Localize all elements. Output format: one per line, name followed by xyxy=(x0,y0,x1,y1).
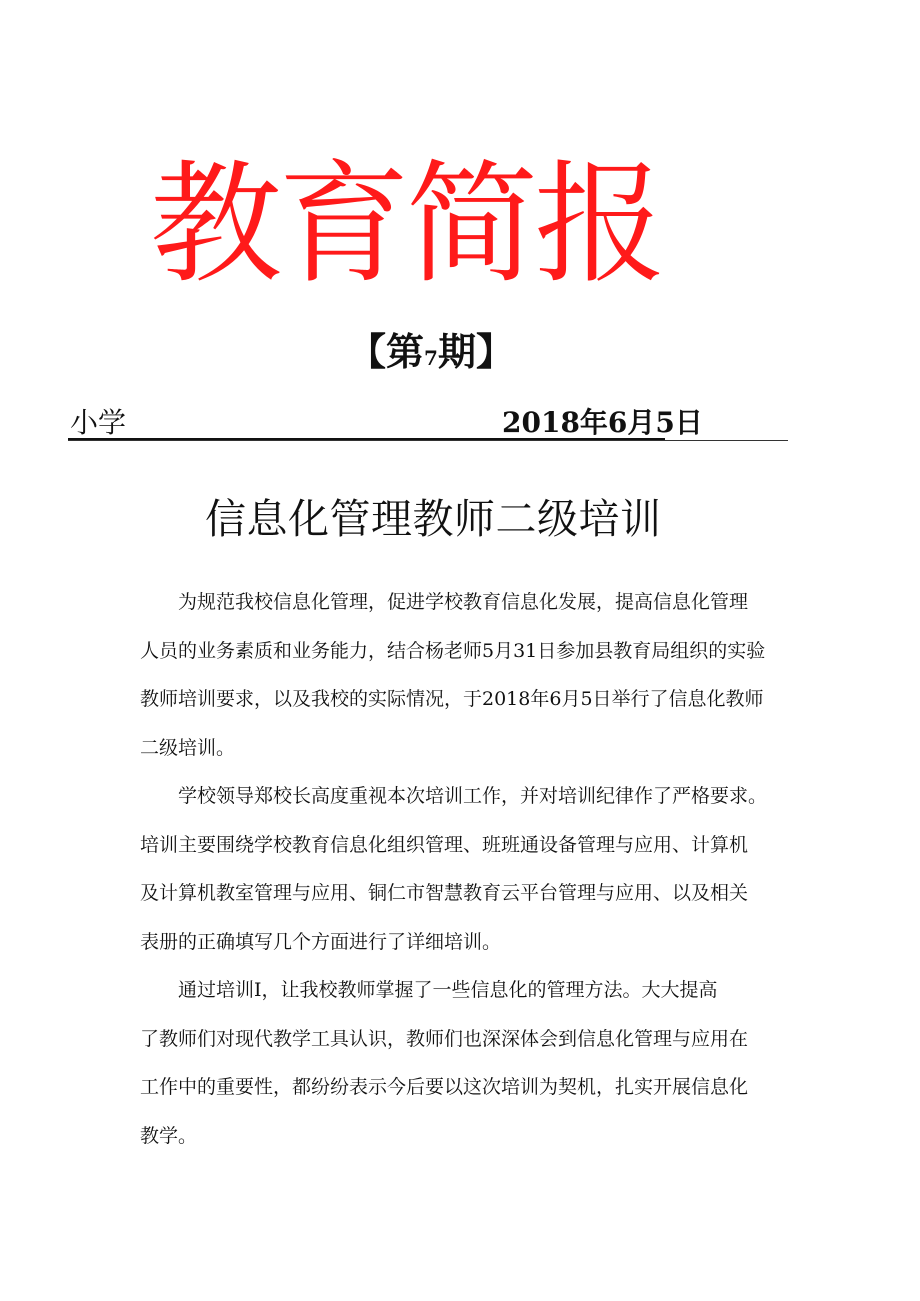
masthead-title: 教育简报 xyxy=(150,148,662,302)
paragraph-line: 学校领导郑校长高度重视本次培训工作，并对培训纪律作了严格要求。 xyxy=(140,785,768,807)
article-title: 信息化管理教师二级培训 xyxy=(205,495,662,543)
paragraph-line: 了教师们对现代教学工具认识，教师们也深深体会到信息化管理与应用在 xyxy=(140,1027,749,1050)
paragraph-line: 二级培训。 xyxy=(140,736,236,759)
paragraph xyxy=(140,966,800,1160)
issue-close: 期】 xyxy=(437,329,514,374)
paragraph xyxy=(140,578,800,772)
issue-open: 【第 xyxy=(348,329,425,374)
school-name: 小学 xyxy=(70,406,127,439)
paragraph-line: 教学。 xyxy=(140,1124,198,1147)
issue-number-label xyxy=(348,322,514,382)
article-body xyxy=(140,578,800,1160)
paragraph-line: 表册的正确填写几个方面进行了详细培训。 xyxy=(140,930,502,953)
meta-row xyxy=(68,405,788,443)
issue-number: 7 xyxy=(424,346,438,370)
paragraph-line: 人员的业务素质和业务能力，结合杨老师5月31日参加县教育局组织的实验 xyxy=(140,639,766,662)
paragraph-line: 及计算机教室管理与应用、铜仁市智慧教育云平台管理与应用、以及相关 xyxy=(140,882,749,904)
paragraph-line: 为规范我校信息化管理，促进学校教育信息化发展，提高信息化管理 xyxy=(140,591,749,613)
paragraph-line: 通过培训I，让我校教师掌握了一些信息化的管理方法。大大提高 xyxy=(140,979,718,1001)
paragraph-line: 培训主要围绕学校教育信息化组织管理、班班通设备管理与应用、计算机 xyxy=(140,833,749,856)
paragraph-line: 工作中的重要性，都纷纷表示今后要以这次培训为契机，扎实开展信息化 xyxy=(140,1076,749,1098)
paragraph xyxy=(140,772,800,966)
paragraph-line: 教师培训要求，以及我校的实际情况，于2018年6月5日举行了信息化教师 xyxy=(140,688,764,710)
issue-date: 2018年6月5日 xyxy=(502,406,703,439)
